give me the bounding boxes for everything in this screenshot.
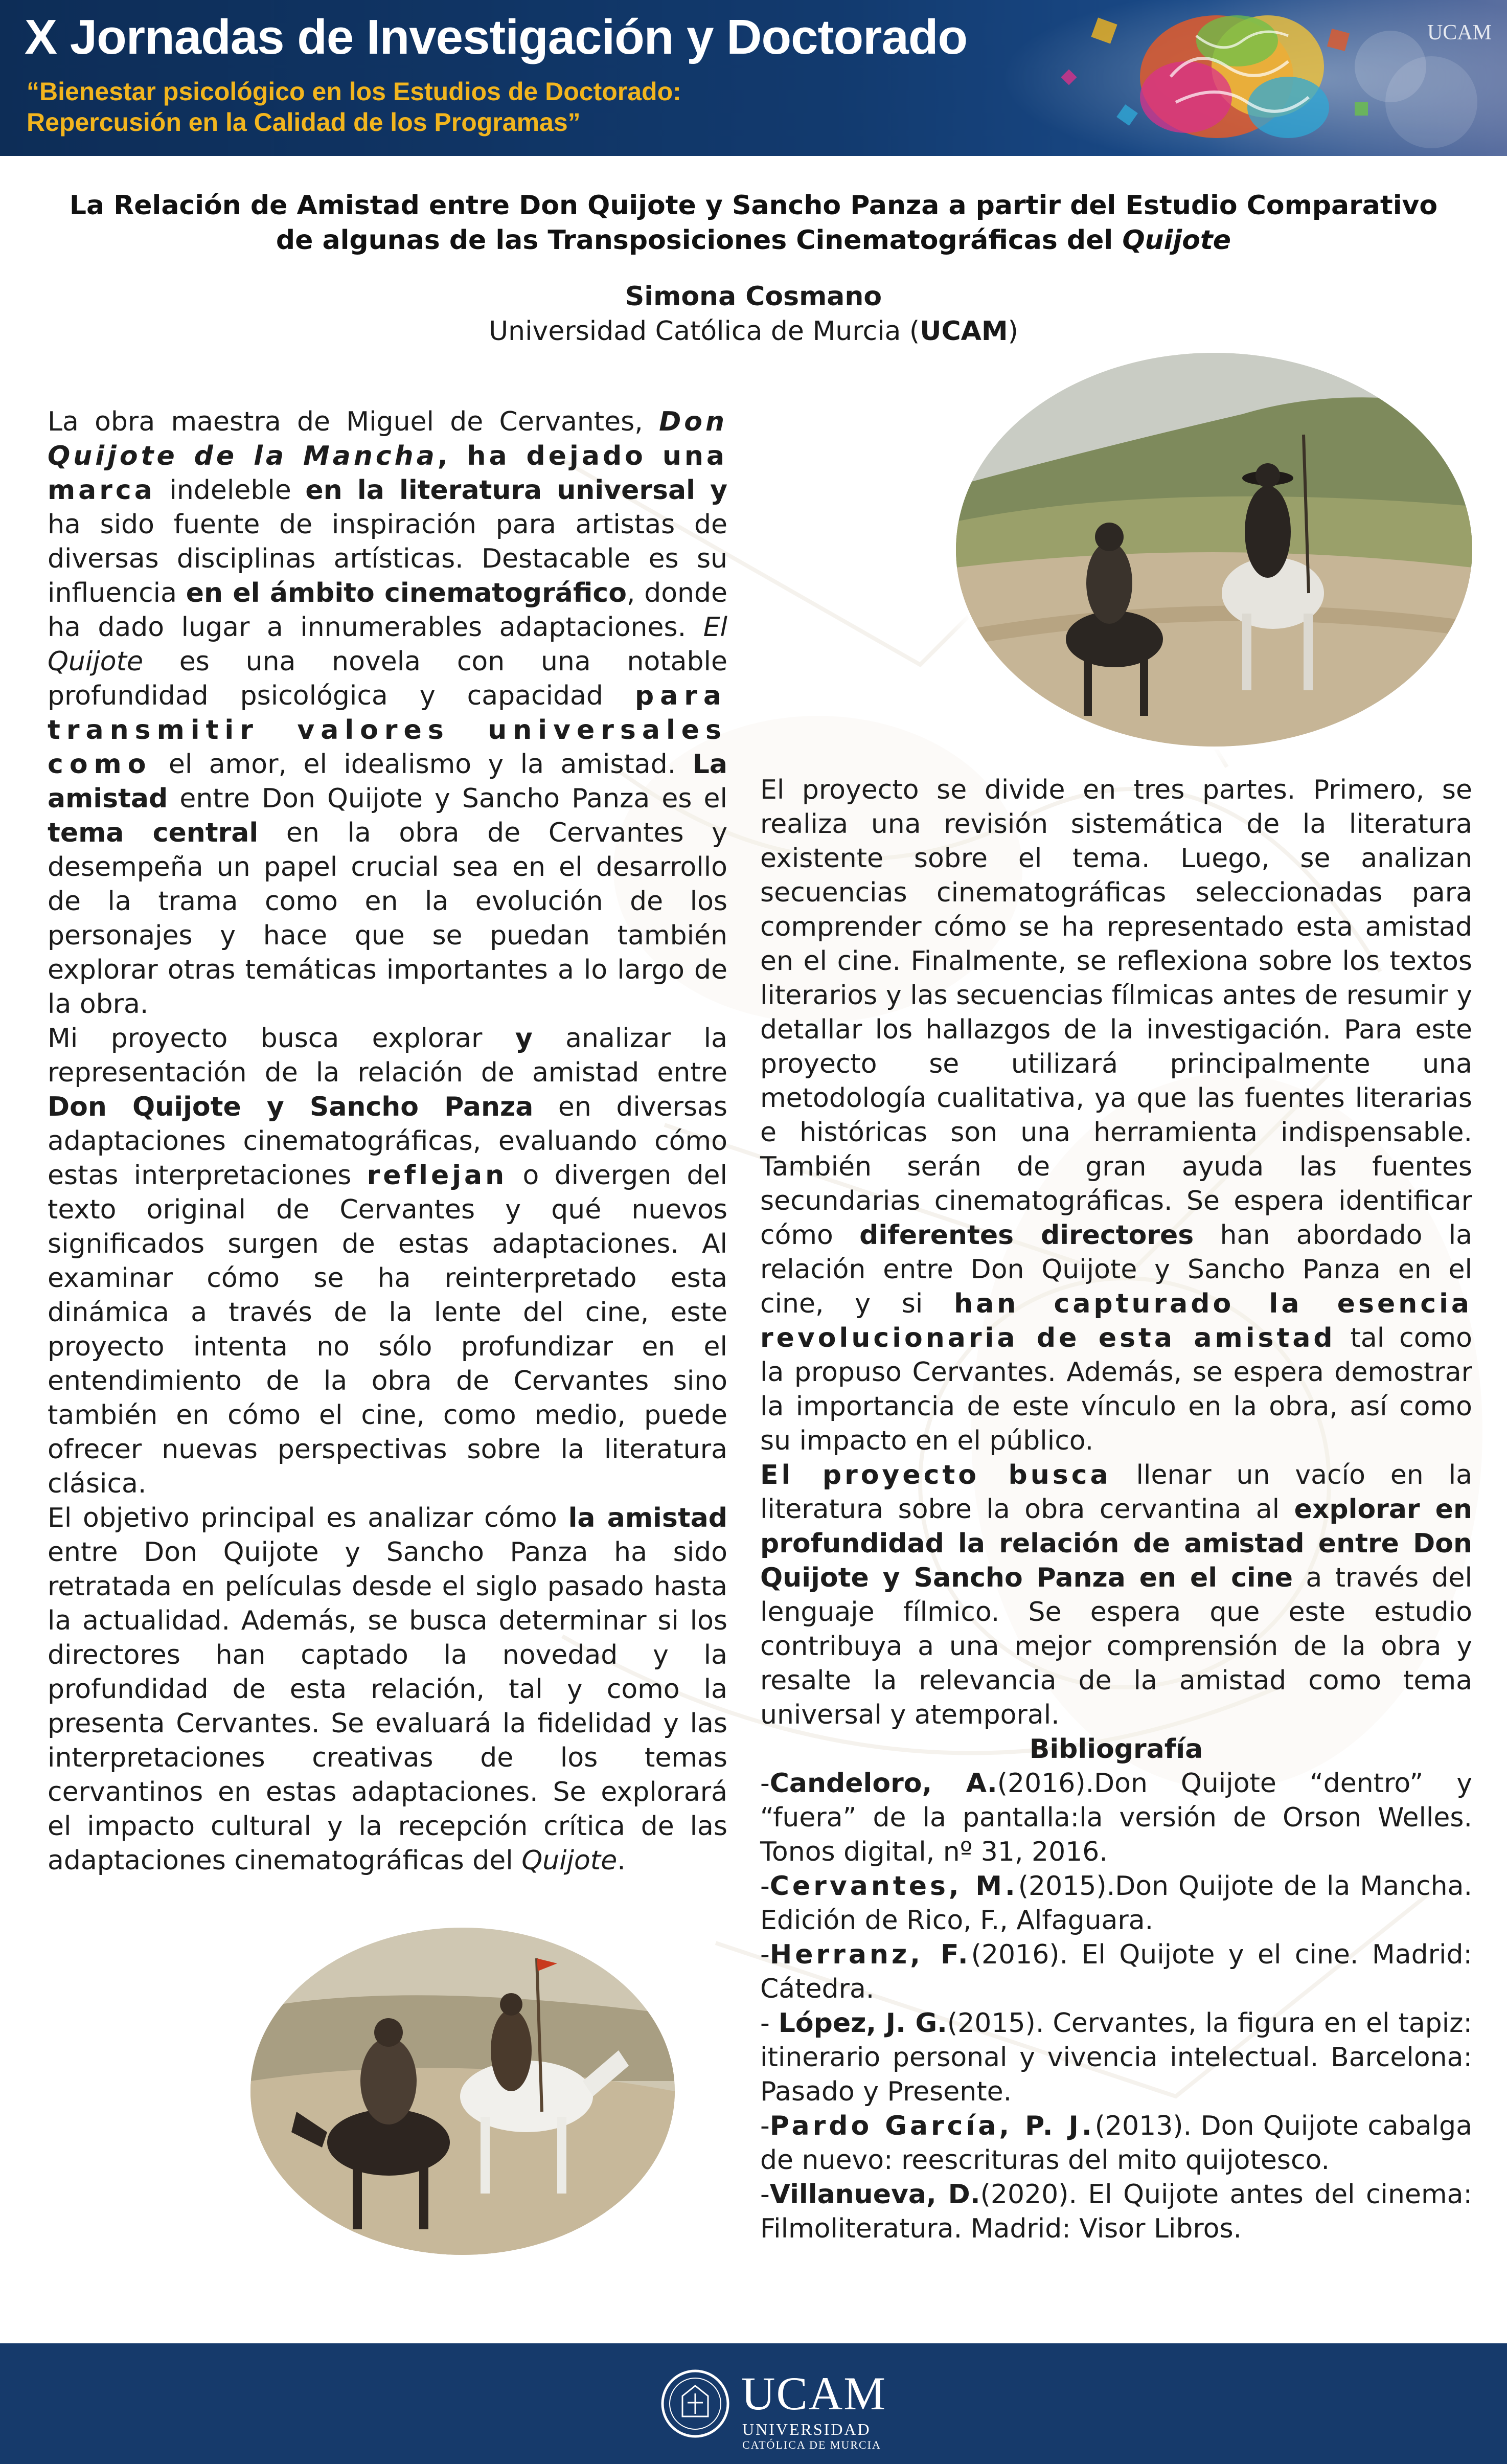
objective-paragraph: El objetivo principal es analizar cómo la amistad entre Don Quijote y Sancho Panza ha sido retratada en películas desde el siglo pasado hasta la actualidad. Además, se busca determinar si los directores han captado la novedad y la profundidad de esta relación, tal y como la presenta Cervantes. Se evaluará la fidelidad y las interpretaciones creativas de los temas cervantinos en estas adaptaciones. Se explorará el impacto cultural y la recepción crítica de las adaptaciones cinematográficas del Quijote. bbox=[48, 1503, 727, 1876]
goal-paragraph: El proyecto busca llenar un vacío en la literatura sobre la obra cervantina al explorar en profundidad la relación de amistad entre Don Quijote y Sancho Panza en el cine a través del lenguaje fílmico. Se espera que este estudio contribuya a una mejor comprensión de la obra y resalte la relevancia de la amistad como tema universal y atemporal. bbox=[760, 1460, 1473, 1730]
corner-ucam-logo: UCAM bbox=[1427, 21, 1492, 44]
bib-entry: -Cervantes, M.(2015).Don Quijote de la Mancha. Edición de Rico, F., Alfaguara. bbox=[760, 1871, 1472, 1936]
intro-paragraph: La obra maestra de Miguel de Cervantes, Don Quijote de la Mancha, ha dejado una marca indeleble en la literatura universal y ha sido fuente de inspiración para artistas de diversas disciplinas artísticas. Destacable es su influencia en el ámbito cinematográfico, donde ha dado lugar a innumerables adaptaciones. El Quijote es una novela con una notable profundidad psicológica y capacidad para transmitir valores universales como el amor, el idealismo y la amistad. La amistad entre Don Quijote y Sancho Panza es el tema central en la obra de Cervantes y desempeña un papel crucial sea en el desarrollo de la trama como en la evolución de los personajes y hace que se puedan también explorar otras temáticas importantes a lo largo de la obra. bbox=[48, 406, 728, 1020]
paper-title-line2: de algunas de las Transposiciones Cinematográficas del Quijote bbox=[276, 225, 1231, 256]
header-banner bbox=[0, 0, 1507, 156]
paper-title-italic: Quijote bbox=[1122, 225, 1231, 256]
bib-entry: -Candeloro, A.(2016).Don Quijote “dentro” y “fuera” de la pantalla:la versión de Orson Welles. Tonos digital, nº 31, 2016. bbox=[760, 1768, 1473, 1867]
footer-banner bbox=[0, 2343, 1507, 2464]
bib-entry: -Villanueva, D.(2020). El Quijote antes del cinema: Filmoliteratura. Madrid: Visor Libros. bbox=[760, 2179, 1472, 2244]
event-subtitle-line1: “Bienestar psicológico en los Estudios de Doctorado: bbox=[27, 77, 681, 106]
ucam-logo-catolica: CATÓLICA DE MURCIA bbox=[742, 2438, 881, 2451]
bib-entry: - López, J. G.(2015). Cervantes, la figura en el tapiz: itinerario personal y vivencia intelectual. Barcelona: Pasado y Presente. bbox=[760, 2008, 1472, 2107]
left-column bbox=[48, 405, 727, 1878]
event-title: X Jornadas de Investigación y Doctorado bbox=[25, 10, 968, 64]
bibliography-heading: Bibliografía bbox=[1029, 1734, 1203, 1765]
bibliography-list bbox=[760, 1767, 1472, 2246]
author-affiliation: Universidad Católica de Murcia (UCAM) bbox=[489, 316, 1018, 347]
method-paragraph: El proyecto se divide en tres partes. Primero, se realiza una revisión sistemática de la literatura existente sobre el tema. Luego, se analizan secuencias cinematográficas seleccionadas para comprender cómo se ha representado esta amistad en el cine. Finalmente, se reflexiona sobre los textos literarios y las secuencias fílmicas antes de resumir y detallar los hallazgos de la investigación. Para este proyecto se utilizará principalmente una metodología cualitativa, ya que las fuentes literarias e históricas son una herramienta indispensable. También serán de gran ayuda las fuentes secundarias cinematográficas. Se espera identificar cómo diferentes directores han abordado la relación entre Don Quijote y Sancho Panza en el cine, y si han capturado la esencia revolucionaria de esta amistad tal como la propuso Cervantes. Además, se espera demostrar la importancia de este vínculo en la obra, así como su impacto en el público. bbox=[760, 775, 1473, 1456]
university-seal-icon bbox=[659, 2368, 731, 2439]
riders-photo-top bbox=[956, 353, 1472, 747]
riders-photo-bottom bbox=[250, 1928, 675, 2255]
author-name: Simona Cosmano bbox=[625, 281, 882, 312]
ucam-logo-text: UCAM bbox=[741, 2367, 887, 2420]
right-column bbox=[760, 773, 1472, 2246]
bib-entry: -Pardo García, P. J.(2013). Don Quijote cabalga de nuevo: reescrituras del mito quijotesco. bbox=[760, 2111, 1472, 2176]
paper-title-line1: La Relación de Amistad entre Don Quijote y Sancho Panza a partir del Estudio Comparativo bbox=[69, 190, 1438, 221]
bib-entry: -Herranz, F.(2016). El Quijote y el cine. Madrid: Cátedra. bbox=[760, 1939, 1472, 2004]
ucam-logo-universidad: UNIVERSIDAD bbox=[742, 2420, 871, 2438]
event-subtitle-line2: Repercusión en la Calidad de los Programas” bbox=[27, 108, 581, 137]
project-paragraph: Mi proyecto busca explorar y analizar la representación de la relación de amistad entre Don Quijote y Sancho Panza en diversas adaptaciones cinematográficas, evaluando cómo estas interpretaciones reflejan o divergen del texto original de Cervantes y qué nuevos significados surgen de estas adaptaciones. Al examinar cómo se ha reinterpretado esta dinámica a través de la lente del cine, este proyecto intenta no sólo profundizar en el entendimiento de la obra de Cervantes sino también en cómo el cine, como medio, puede ofrecer nuevas perspectivas sobre la literatura clásica. bbox=[48, 1023, 727, 1499]
